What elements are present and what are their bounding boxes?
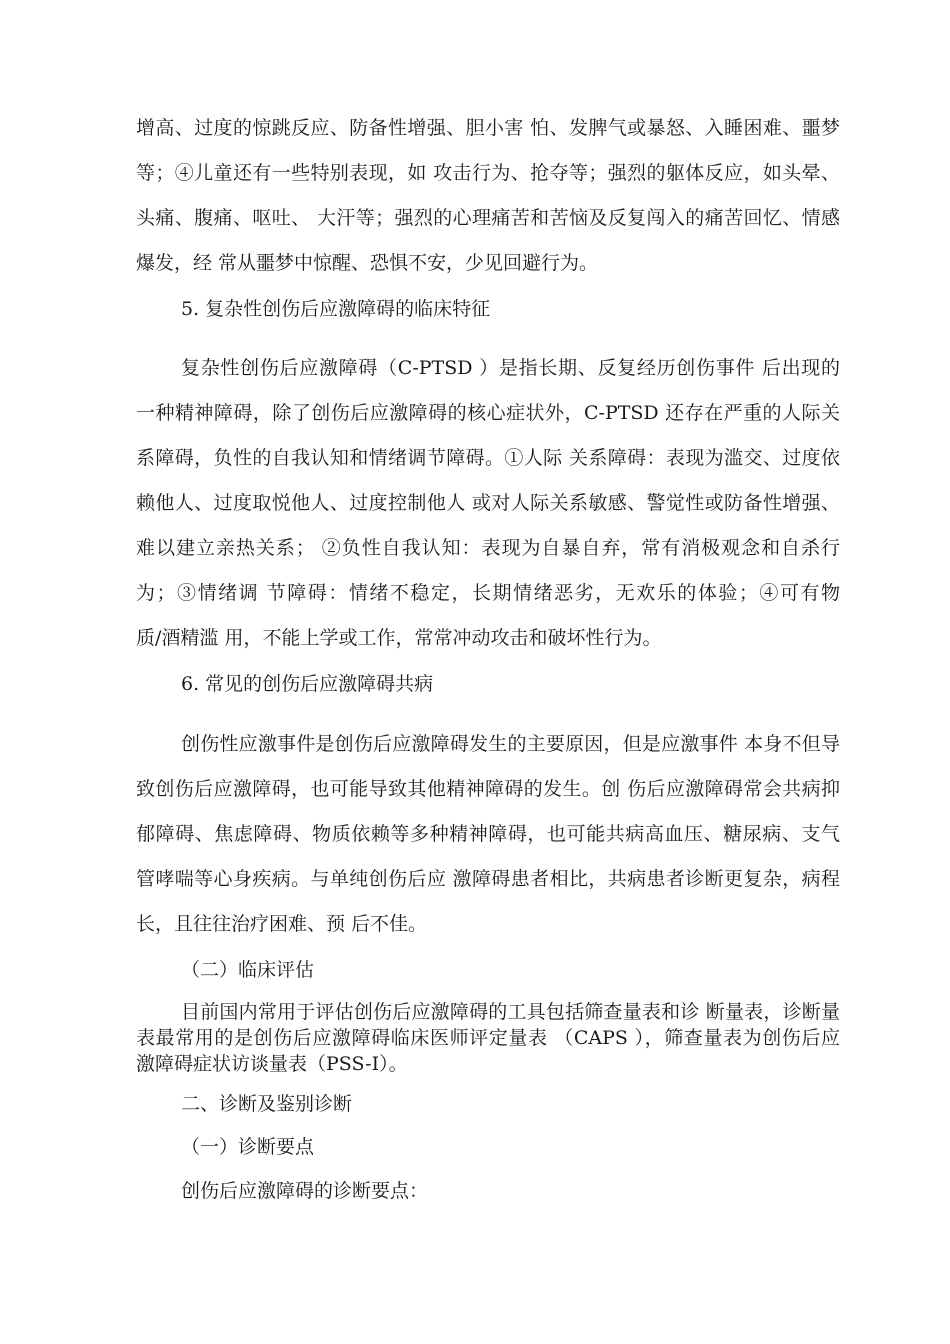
paragraph-line: 质/酒精滥 用，不能上学或工作，常常冲动攻击和破坏性行为。 xyxy=(136,627,662,649)
paragraph-line: 等；④儿童还有一些特别表现，如 攻击行为、抢夺等；强烈的躯体反应，如头晕、 xyxy=(136,162,840,184)
paragraph-line: 增高、过度的惊跳反应、防备性增强、胆小害 怕、发脾气或暴怒、入睡困难、噩梦 xyxy=(136,117,840,139)
paragraph-line: 难以建立亲热关系； ②负性自我认知：表现为自暴自弃，常有消极观念和自杀行 xyxy=(136,537,840,559)
paragraph-line: 赖他人、过度取悦他人、过度控制他人 或对人际关系敏感、警觉性或防备性增强、 xyxy=(136,492,840,514)
paragraph-line: 长，且往往治疗困难、预 后不佳。 xyxy=(136,913,428,935)
section-heading: 6. 常见的创伤后应激障碍共病 xyxy=(181,673,434,695)
paragraph-line: 目前国内常用于评估创伤后应激障碍的工具包括筛查量表和诊 断量表，诊断量 xyxy=(181,1001,840,1023)
paragraph-line: 爆发，经 常从噩梦中惊醒、恐惧不安，少见回避行为。 xyxy=(136,252,599,274)
paragraph-line: 复杂性创伤后应激障碍（C-PTSD ）是指长期、反复经历创伤事件 后出现的 xyxy=(181,357,840,379)
paragraph-line: 创伤后应激障碍的诊断要点： xyxy=(181,1180,429,1202)
paragraph-line: 一种精神障碍，除了创伤后应激障碍的核心症状外，C-PTSD 还存在严重的人际关 xyxy=(136,402,840,424)
paragraph-line: 头痛、腹痛、呕吐、 大汗等；强烈的心理痛苦和苦恼及反复闯入的痛苦回忆、情感 xyxy=(136,207,840,229)
section-heading: 5. 复杂性创伤后应激障碍的临床特征 xyxy=(181,298,491,320)
subsection-heading: （一）诊断要点 xyxy=(181,1136,315,1158)
section-heading: 二、诊断及鉴别诊断 xyxy=(181,1093,353,1115)
paragraph-line: 郁障碍、焦虑障碍、物质依赖等多种精神障碍，也可能共病高血压、糖尿病、支气 xyxy=(136,823,840,845)
paragraph-line: 为；③情绪调 节障碍：情绪不稳定，长期情绪恶劣，无欢乐的体验；④可有物 xyxy=(136,582,840,604)
section-heading: （二）临床评估 xyxy=(181,959,315,981)
paragraph-line: 创伤性应激事件是创伤后应激障碍发生的主要原因，但是应激事件 本身不但导 xyxy=(181,733,840,755)
paragraph-line: 管哮喘等心身疾病。与单纯创伤后应 激障碍患者相比，共病患者诊断更复杂，病程 xyxy=(136,868,840,890)
paragraph-line: 激障碍症状访谈量表（PSS-I）。 xyxy=(136,1053,408,1075)
paragraph-line: 致创伤后应激障碍，也可能导致其他精神障碍的发生。创 伤后应激障碍常会共病抑 xyxy=(136,778,840,800)
paragraph-line: 表最常用的是创伤后应激障碍临床医师评定量表 （CAPS ），筛查量表为创伤后应 xyxy=(136,1027,840,1049)
paragraph-line: 系障碍，负性的自我认知和情绪调节障碍。①人际 关系障碍：表现为滥交、过度依 xyxy=(136,447,840,469)
